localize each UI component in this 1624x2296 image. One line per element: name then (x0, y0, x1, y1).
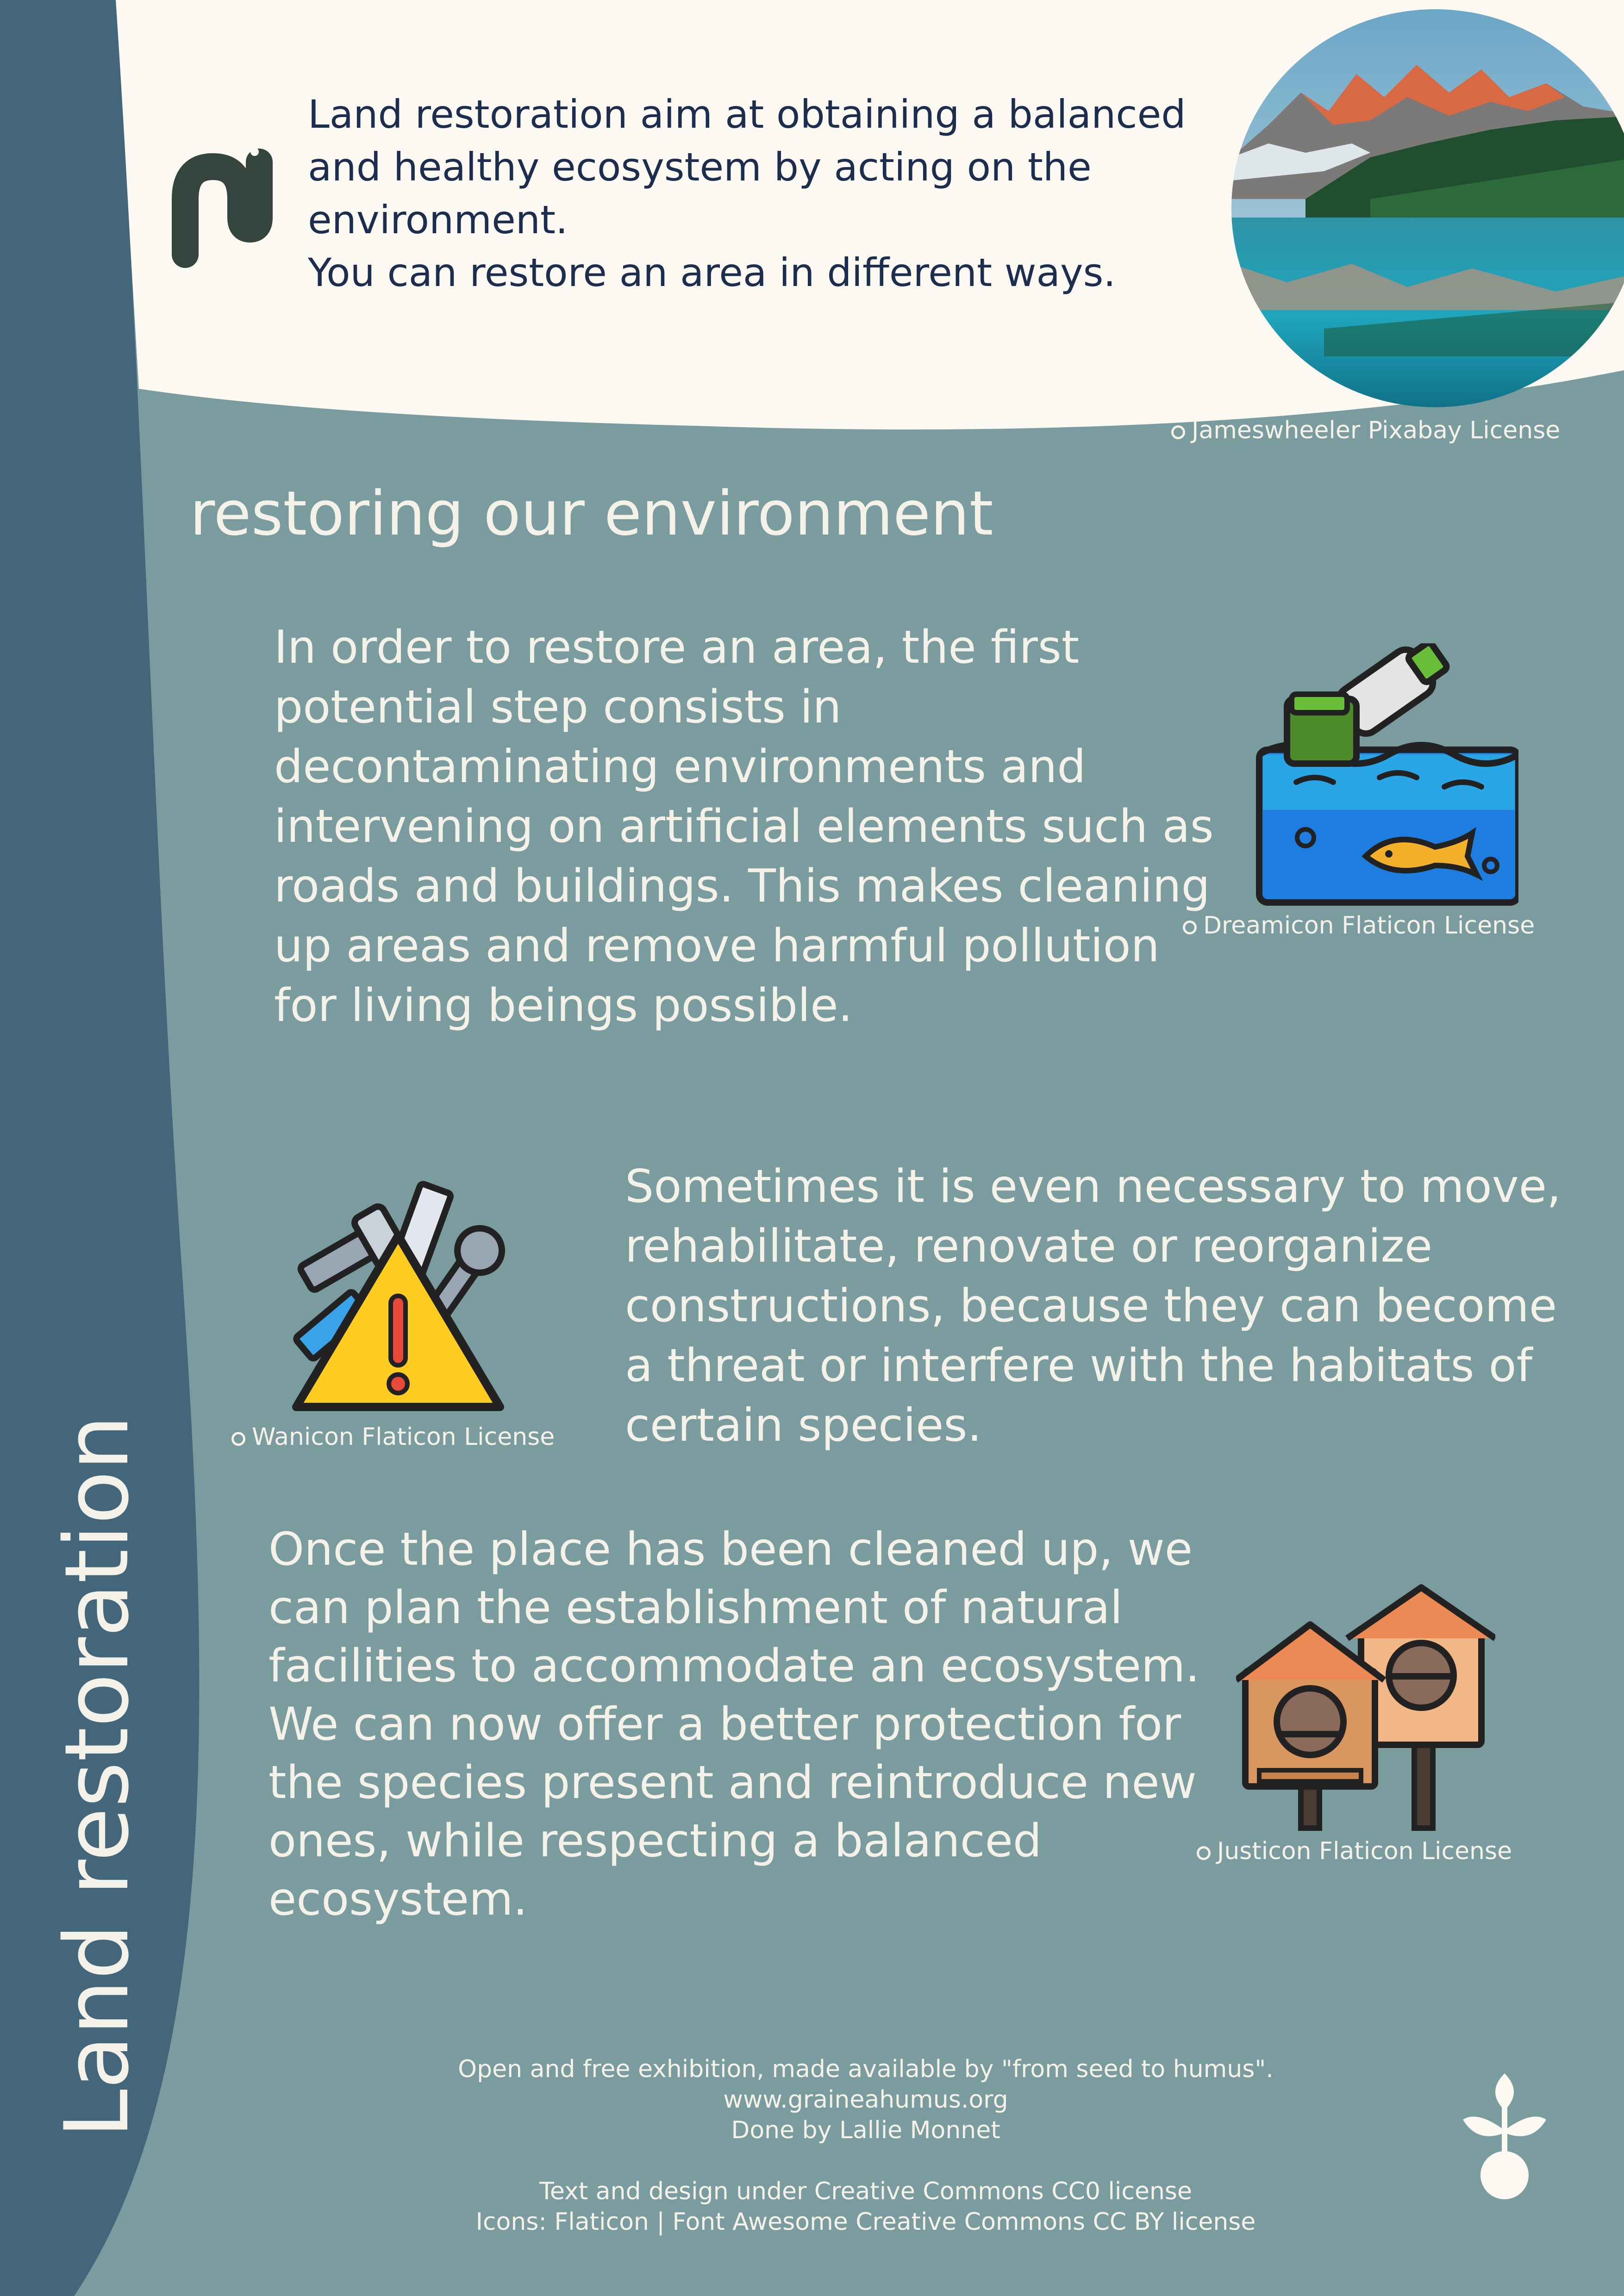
block1-credit: Dreamicon Flaticon License (1183, 912, 1535, 940)
intro-text (308, 88, 1215, 299)
credit-mark-icon (1183, 921, 1197, 934)
footer-line: Icons: Flaticon | Font Awesome Creative Commons CC BY license (475, 2208, 1256, 2236)
footer-line: Text and design under Creative Commons CC0 license (539, 2178, 1193, 2205)
side-title: Land restoration (46, 1415, 148, 2138)
footer (403, 2054, 1329, 2237)
block2-credit: Wanicon Flaticon License (231, 1423, 555, 1451)
seedling-logo-icon (1458, 2064, 1551, 2203)
birdhouses-icon (1236, 1583, 1495, 1833)
footer-line: Done by Lallie Monnet (731, 2116, 1000, 2144)
credit-mark-icon (1197, 1846, 1211, 1860)
block2-text: Sometimes it is even necessary to move, rehabilitate, renovate or reorganize constructions, because they can become a threat or interfere with the habitats of certain species. (625, 1160, 1562, 1452)
section-heading: restoring our environment (190, 478, 993, 549)
construction-warning-icon (278, 1180, 518, 1421)
block1-text: In order to restore an area, the first potential step consists in decontaminating environments and intervening on artificial elements such as roads and buildings. This makes cleaning up areas and remove harmful pollution for living beings possible. (274, 621, 1214, 1032)
intro-line: Land restoration aim at obtaining a balanced (308, 92, 1186, 137)
credit-mark-icon (231, 1432, 245, 1446)
photo-credit: Jameswheeler Pixabay License (1171, 417, 1560, 444)
credit-mark-icon (1171, 425, 1185, 439)
worm-logo-icon (167, 130, 278, 268)
intro-line: You can restore an area in different ways. (308, 250, 1116, 295)
mountain-lake-photo (1231, 5, 1624, 412)
block3-credit: Justicon Flaticon License (1197, 1837, 1512, 1865)
polluted-water-icon (1241, 643, 1518, 912)
footer-website-link[interactable]: www.graineahumus.org (723, 2086, 1008, 2114)
block3-text: Once the place has been cleaned up, we can plan the establishment of natural facilities to accommodate an ecosystem. We can now offer a better protection for the species present and reintroduce new ones, while respecting a balanced ecosystem. (269, 1523, 1200, 1926)
intro-line: and healthy ecosystem by acting on the (308, 144, 1092, 190)
intro-line: environment. (308, 197, 568, 243)
footer-line: Open and free exhibition, made available by "from seed to humus". (458, 2055, 1274, 2083)
